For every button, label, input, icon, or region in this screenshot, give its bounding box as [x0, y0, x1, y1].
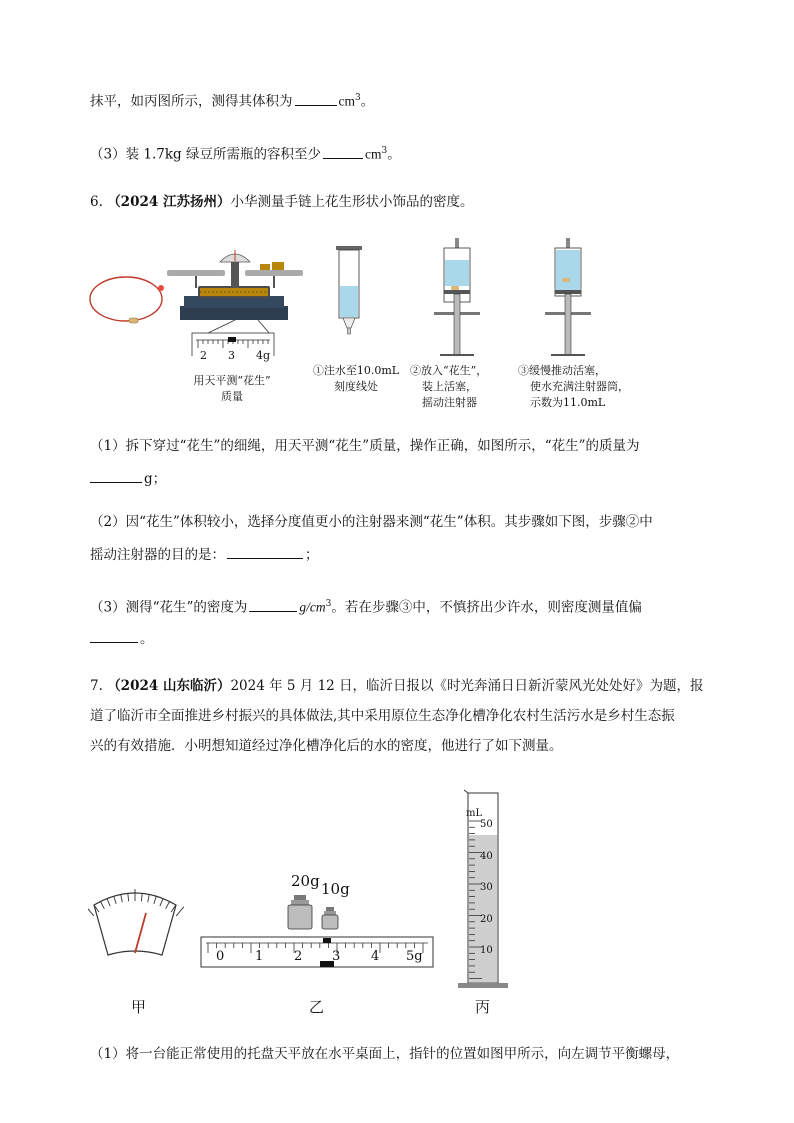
answer-blank[interactable] — [90, 628, 138, 643]
cylinder-tick-30: 30 — [480, 882, 493, 893]
ruler-tick-label-5g: 5g — [406, 949, 423, 964]
weight-20g — [288, 895, 312, 929]
ruler-tick-label-2: 2 — [294, 949, 303, 964]
caption-step1: ①注水至10.0mL 刻度线处 — [312, 364, 400, 393]
q6-sub3-b: 。 — [90, 628, 154, 649]
ruler-tick-label-4: 4 — [371, 949, 380, 964]
ruler-tick-label-3: 3 — [332, 949, 341, 964]
cylinder-unit: mL — [466, 808, 483, 819]
label-bing: 丙 — [475, 998, 491, 1016]
caption-step3: ③缓慢推动活塞， 使水充满注射器筒， 示数为11.0mL — [518, 364, 629, 409]
cylinder-tick-20: 20 — [480, 914, 493, 925]
q5-sub3: （3）装 1.7kg 绿豆所需瓶的容积至少 $cm^3$。 — [90, 141, 401, 165]
answer-blank[interactable] — [249, 597, 297, 612]
zoom-tick-2: 2 — [200, 349, 207, 362]
weight-10g-label: 10g — [321, 880, 350, 898]
q6-sub2-b: 摇动注射器的目的是： ； — [90, 544, 319, 565]
ruler-tick-label-1: 1 — [255, 949, 264, 964]
q7-stem-l1: 7. （2024 山东临沂）2024 年 5 月 12 日，临沂日报以《时光奔涌日日新沂蒙风光处处好》为题，报 — [90, 678, 704, 694]
ruler-tick-label-0: 0 — [216, 949, 225, 964]
q6-sub1-b: g； — [90, 468, 166, 489]
answer-blank[interactable] — [90, 468, 142, 483]
cylinder-tick-10: 10 — [480, 945, 493, 956]
q6-sub1-a: （1）拆下穿过“花生”的细绳，用天平测“花生”质量，操作正确，如图所示，“花生”的质量为 — [90, 438, 640, 454]
q5-line1: 抹平，如丙图所示，测得其体积为 $cm^3$。 — [90, 88, 374, 112]
caption-step2: ②放入“花生”， 装上活塞， 摇动注射器 — [410, 364, 488, 409]
q7-sub1: （1）将一台能正常使用的托盘天平放在水平桌面上，指针的位置如图甲所示，向左调节平衡螺母， — [90, 1046, 680, 1062]
answer-blank[interactable] — [323, 144, 363, 159]
weight-20g-label: 20g — [291, 872, 320, 890]
label-yi: 乙 — [309, 998, 325, 1016]
syringe-step2 — [434, 238, 480, 356]
weight-10g — [322, 907, 338, 929]
q7-stem-l3: 兴的有效措施．小明想知道经过净化槽净化后的水的密度，他进行了如下测量。 — [90, 738, 563, 754]
q7-stem-l2: 道了临沂市全面推进乡村振兴的具体做法,其中采用原位生态净化槽净化农村生活污水是乡村生态振 — [90, 708, 675, 724]
cylinder-tick-50: 50 — [480, 819, 493, 830]
caption-balance: 用天平测“花生” 质量 — [193, 374, 271, 403]
bracelet — [90, 277, 162, 321]
label-jia: 甲 — [131, 998, 147, 1016]
zoom-tick-3: 3 — [228, 349, 235, 362]
q6-figure — [88, 236, 648, 356]
q6-stem: 6. （2024 江苏扬州）小华测量手链上花生形状小饰品的密度。 — [90, 194, 474, 210]
syringe-step3 — [545, 238, 591, 356]
pointer-dial — [88, 889, 184, 955]
cylinder-tick-40: 40 — [480, 851, 493, 862]
zoom-tick-4g: 4g — [256, 349, 271, 362]
peanut-charm — [129, 318, 138, 323]
q6-sub3-a: （3）测得“花生”的密度为 $g/cm^3$。若在步骤③中，不慎挤出少许水，则密度测量值偏 — [90, 594, 642, 618]
balance-scale — [167, 250, 303, 334]
q6-sub2-a: （2）因“花生”体积较小，选择分度值更小的注射器来测“花生”体积。其步骤如下图，步骤②中 — [90, 514, 653, 530]
answer-blank[interactable] — [295, 91, 337, 106]
rider-ruler — [201, 937, 433, 967]
answer-blank[interactable] — [227, 544, 303, 559]
syringe-step1 — [336, 246, 362, 334]
